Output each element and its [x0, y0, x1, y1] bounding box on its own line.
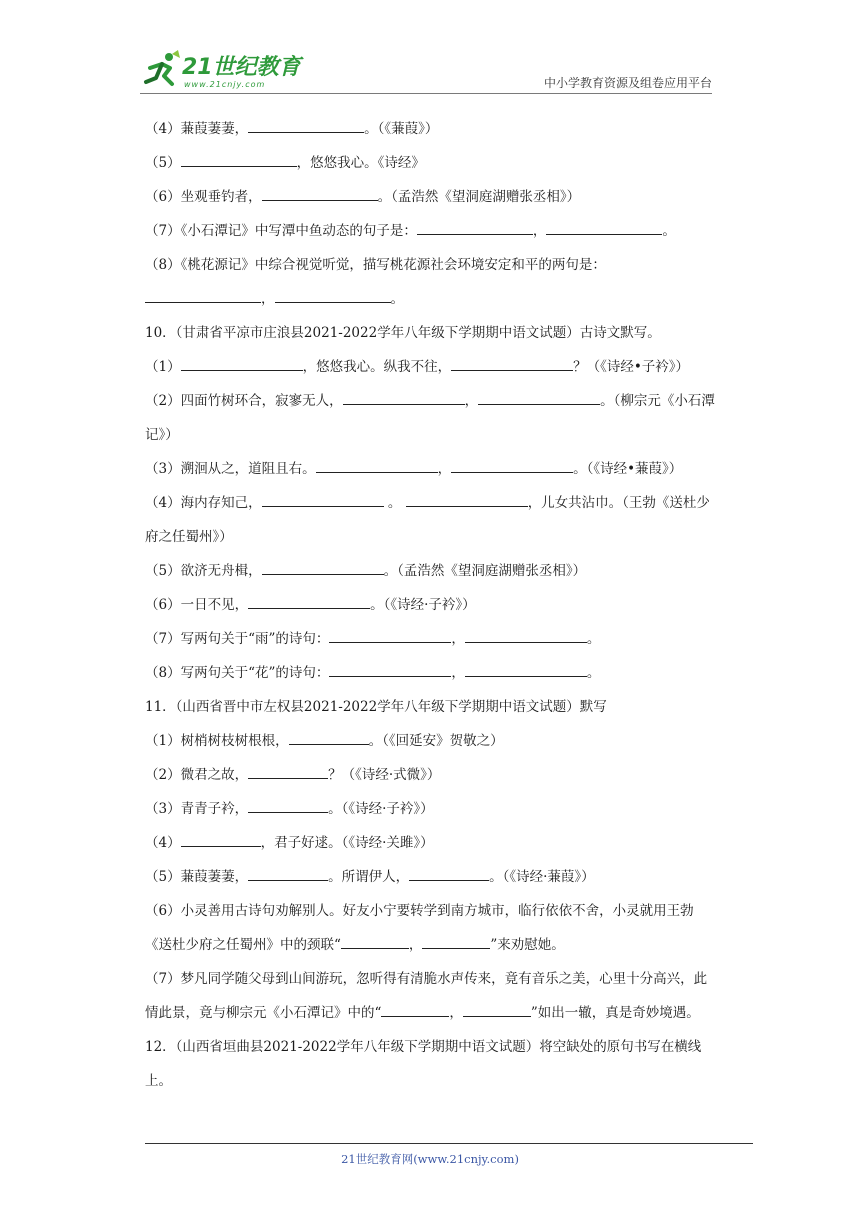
- item-line: （7）《小石潭记》中写潭中鱼动态的句子是： ， 。: [145, 214, 715, 248]
- answer-blank[interactable]: [341, 930, 409, 949]
- platform-tagline: 中小学教育资源及组卷应用平台: [543, 76, 712, 90]
- answer-blank[interactable]: [248, 114, 364, 133]
- answer-blank[interactable]: [275, 284, 391, 303]
- answer-blank[interactable]: [465, 624, 587, 643]
- item-line: （6）一日不见， 。（《诗经·子衿》）: [145, 588, 715, 622]
- logo-text: 21世纪教育: [182, 55, 301, 80]
- answer-blank[interactable]: [262, 556, 384, 575]
- site-logo[interactable]: [140, 44, 320, 94]
- answer-blank[interactable]: [409, 862, 489, 881]
- item-line: （1）树梢树枝树根根， 。（《回延安》贺敬之）: [145, 724, 715, 758]
- answer-blank[interactable]: [262, 488, 384, 507]
- answer-blank[interactable]: [181, 828, 261, 847]
- item-line: （7）梦凡同学随父母到山间游玩，忽听得有清脆水声传来，竟有音乐之美，心里十分高兴，此情此景，竟与柳宗元《小石潭记》中的“ ， ”如出一辙，真是奇妙境遇。: [145, 971, 708, 1021]
- answer-blank[interactable]: [248, 862, 328, 881]
- item-line: （1） ，悠悠我心。纵我不往， ？（《诗经•子衿》）: [145, 350, 715, 384]
- answer-blank[interactable]: [248, 590, 370, 609]
- answer-blank[interactable]: [329, 658, 451, 677]
- item-line: （6）小灵善用古诗句劝解别人。好友小宁要转学到南方城市，临行依依不舍，小灵就用王勃《送杜少府之任蜀州》中的颈联“ ， ”来劝慰她。: [145, 903, 694, 953]
- item-line: （8）《桃花源记》中综合视觉听觉，描写桃花源社会环境安定和平的两句是：: [145, 257, 606, 273]
- answer-blank[interactable]: [248, 760, 328, 779]
- item-line: （2）四面竹树环合，寂寥无人， ， 。（柳宗元《小石潭记》）: [145, 384, 715, 452]
- answer-blank[interactable]: [406, 488, 528, 507]
- item-line: （8）写两句关于“花”的诗句： ， 。: [145, 656, 715, 690]
- question-title: 10．（甘肃省平凉市庄浪县2021-2022学年八年级下学期期中语文试题）古诗文默写。: [145, 325, 661, 341]
- answer-blank[interactable]: [262, 182, 378, 201]
- answer-blank[interactable]: [248, 794, 328, 813]
- header-divider: [140, 93, 712, 94]
- answer-blank[interactable]: [417, 216, 533, 235]
- item-line: （3）溯洄从之，道阻且右。 ， 。（《诗经•蒹葭》）: [145, 452, 715, 486]
- answer-blank[interactable]: [465, 658, 587, 677]
- exam-content: [145, 112, 715, 1098]
- answer-blank[interactable]: [316, 454, 438, 473]
- answer-blank[interactable]: [451, 352, 573, 371]
- footer-divider: [145, 1143, 753, 1144]
- item-line: （4） ，君子好逑。（《诗经·关雎》）: [145, 826, 715, 860]
- answer-blank[interactable]: [289, 726, 369, 745]
- item-line: （7）写两句关于“雨”的诗句： ， 。: [145, 622, 715, 656]
- answer-blank[interactable]: [463, 998, 531, 1017]
- logo-url: www.21cnjy.com: [184, 80, 266, 89]
- answer-blank[interactable]: [381, 998, 449, 1017]
- item-line: （5）蒹葭萋萋， 。所谓伊人， 。（《诗经·蒹葭》）: [145, 860, 715, 894]
- page-header: [140, 40, 712, 98]
- item-line: （3）青青子衿， 。（《诗经·子衿》）: [145, 792, 715, 826]
- answer-blank[interactable]: [478, 386, 600, 405]
- answer-blank[interactable]: [546, 216, 662, 235]
- question-title: 11．（山西省晋中市左权县2021-2022学年八年级下学期期中语文试题）默写: [145, 699, 607, 715]
- item-line: （5）欲济无舟楫， 。（孟浩然《望洞庭湖赠张丞相》）: [145, 554, 715, 588]
- answer-blank[interactable]: [145, 284, 261, 303]
- runner-logo-icon: [142, 50, 182, 90]
- answer-blank[interactable]: [451, 454, 573, 473]
- answer-blank[interactable]: [329, 624, 451, 643]
- question-title: 12．（山西省垣曲县2021-2022学年八年级下学期期中语文试题）将空缺处的原句书写在横线上。: [145, 1039, 702, 1089]
- answer-blank[interactable]: [181, 148, 297, 167]
- item-line: （4）海内存知己， 。 ，儿女共沾巾。（王勃《送杜少府之任蜀州》）: [145, 486, 715, 554]
- answer-blank[interactable]: [343, 386, 465, 405]
- item-line: （5） ，悠悠我心。《诗经》: [145, 146, 715, 180]
- answer-blank[interactable]: [181, 352, 303, 371]
- footer-text[interactable]: 21世纪教育网(www.21cnjy.com): [341, 1152, 519, 1166]
- item-line: （6）坐观垂钓者， 。（孟浩然《望洞庭湖赠张丞相》）: [145, 180, 715, 214]
- answer-blank[interactable]: [422, 930, 490, 949]
- item-line: （4）蒹葭萋萋， 。（《蒹葭》）: [145, 112, 715, 146]
- item-line: ， 。: [145, 282, 715, 316]
- item-line: （2）微君之故， ？（《诗经·式微》）: [145, 758, 715, 792]
